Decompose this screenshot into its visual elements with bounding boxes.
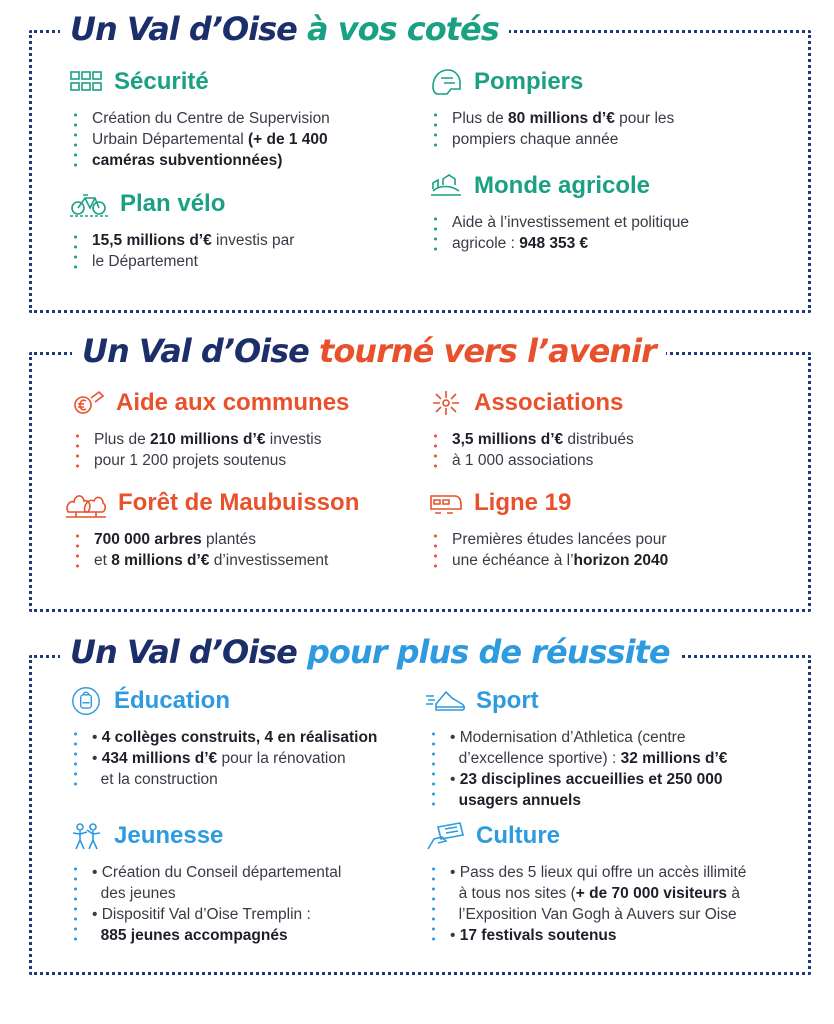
text-pompiers: Plus de 80 millions d’€ pour les pompiers chaque année	[428, 108, 674, 150]
heading-jeunesse: Jeunesse	[114, 822, 224, 849]
text-monde-agricole: Aide à l’investissement et politique agricole : 948 353 €	[428, 212, 689, 254]
text-securite: Création du Centre de Supervision Urbain Départemental (+ de 1 400 caméras subventionnées)	[68, 108, 330, 171]
text-culture: • Pass des 5 lieux qui offre un accès illimité à tous nos sites (+ de 70 000 visiteurs à l’Exposition Van Gogh à Auvers sur Oise • 17 festivals soutenus	[426, 862, 746, 946]
heading-aide-communes: Aide aux communes	[116, 389, 350, 416]
trees-icon	[64, 487, 108, 519]
block-plan-velo	[68, 186, 294, 272]
block-securite	[68, 64, 330, 171]
backpack-icon	[68, 685, 104, 717]
text-ligne-19: Premières études lancées pour une échéance à l’horizon 2040	[428, 529, 668, 571]
heading-associations: Associations	[474, 389, 624, 416]
heading-education: Éducation	[114, 687, 231, 714]
youth-people-icon	[68, 820, 104, 852]
block-culture	[426, 818, 746, 946]
block-education	[68, 683, 377, 790]
block-sport	[426, 683, 727, 811]
sneaker-icon	[426, 685, 466, 717]
heading-securite: Sécurité	[114, 68, 209, 95]
text-sport: • Modernisation d’Athletica (centre d’excellence sportive) : 32 millions d’€ • 23 disciplines accueillies et 250 000 usagers annuels	[426, 727, 727, 811]
ticket-hand-icon	[426, 820, 466, 852]
bicycle-icon	[68, 188, 110, 220]
heading-culture: Culture	[476, 822, 560, 849]
block-pompiers	[428, 64, 674, 150]
text-education: • 4 collèges construits, 4 en réalisation • 434 millions d’€ pour la rénovation et la construction	[68, 727, 377, 790]
train-icon	[428, 487, 464, 519]
block-aide-communes	[70, 385, 349, 471]
euro-hand-icon	[70, 387, 106, 419]
heading-monde-agricole: Monde agricole	[474, 172, 651, 199]
text-foret-maubuisson: 700 000 arbres plantés et 8 millions d’€ d’investissement	[70, 529, 359, 571]
heading-foret-maubuisson: Forêt de Maubuisson	[118, 489, 360, 516]
heading-sport: Sport	[476, 687, 539, 714]
firefighter-helmet-icon	[428, 66, 464, 98]
section-title-2: Un Val d’Oise tourné vers l’avenir	[72, 332, 666, 370]
heading-ligne-19: Ligne 19	[474, 489, 572, 516]
block-associations	[428, 385, 634, 471]
hands-together-icon	[428, 387, 464, 419]
block-monde-agricole	[428, 168, 689, 254]
section-title-3: Un Val d’Oise pour plus de réussite	[60, 633, 680, 671]
text-aide-communes: Plus de 210 millions d’€ investis pour 1 200 projets soutenus	[70, 429, 349, 471]
block-jeunesse	[68, 818, 341, 946]
text-jeunesse: • Création du Conseil départemental des jeunes • Dispositif Val d’Oise Tremplin : 885 jeunes accompagnés	[68, 862, 341, 946]
section-title-1: Un Val d’Oise à vos cotés	[60, 10, 509, 48]
block-ligne-19	[428, 485, 668, 571]
camera-grid-icon	[68, 66, 104, 98]
heading-plan-velo: Plan vélo	[120, 190, 226, 217]
farm-icon	[428, 170, 464, 202]
heading-pompiers: Pompiers	[474, 68, 584, 95]
text-associations: 3,5 millions d’€ distribués à 1 000 associations	[428, 429, 634, 471]
block-foret-maubuisson	[64, 485, 359, 571]
text-plan-velo: 15,5 millions d’€ investis par le Département	[68, 230, 294, 272]
